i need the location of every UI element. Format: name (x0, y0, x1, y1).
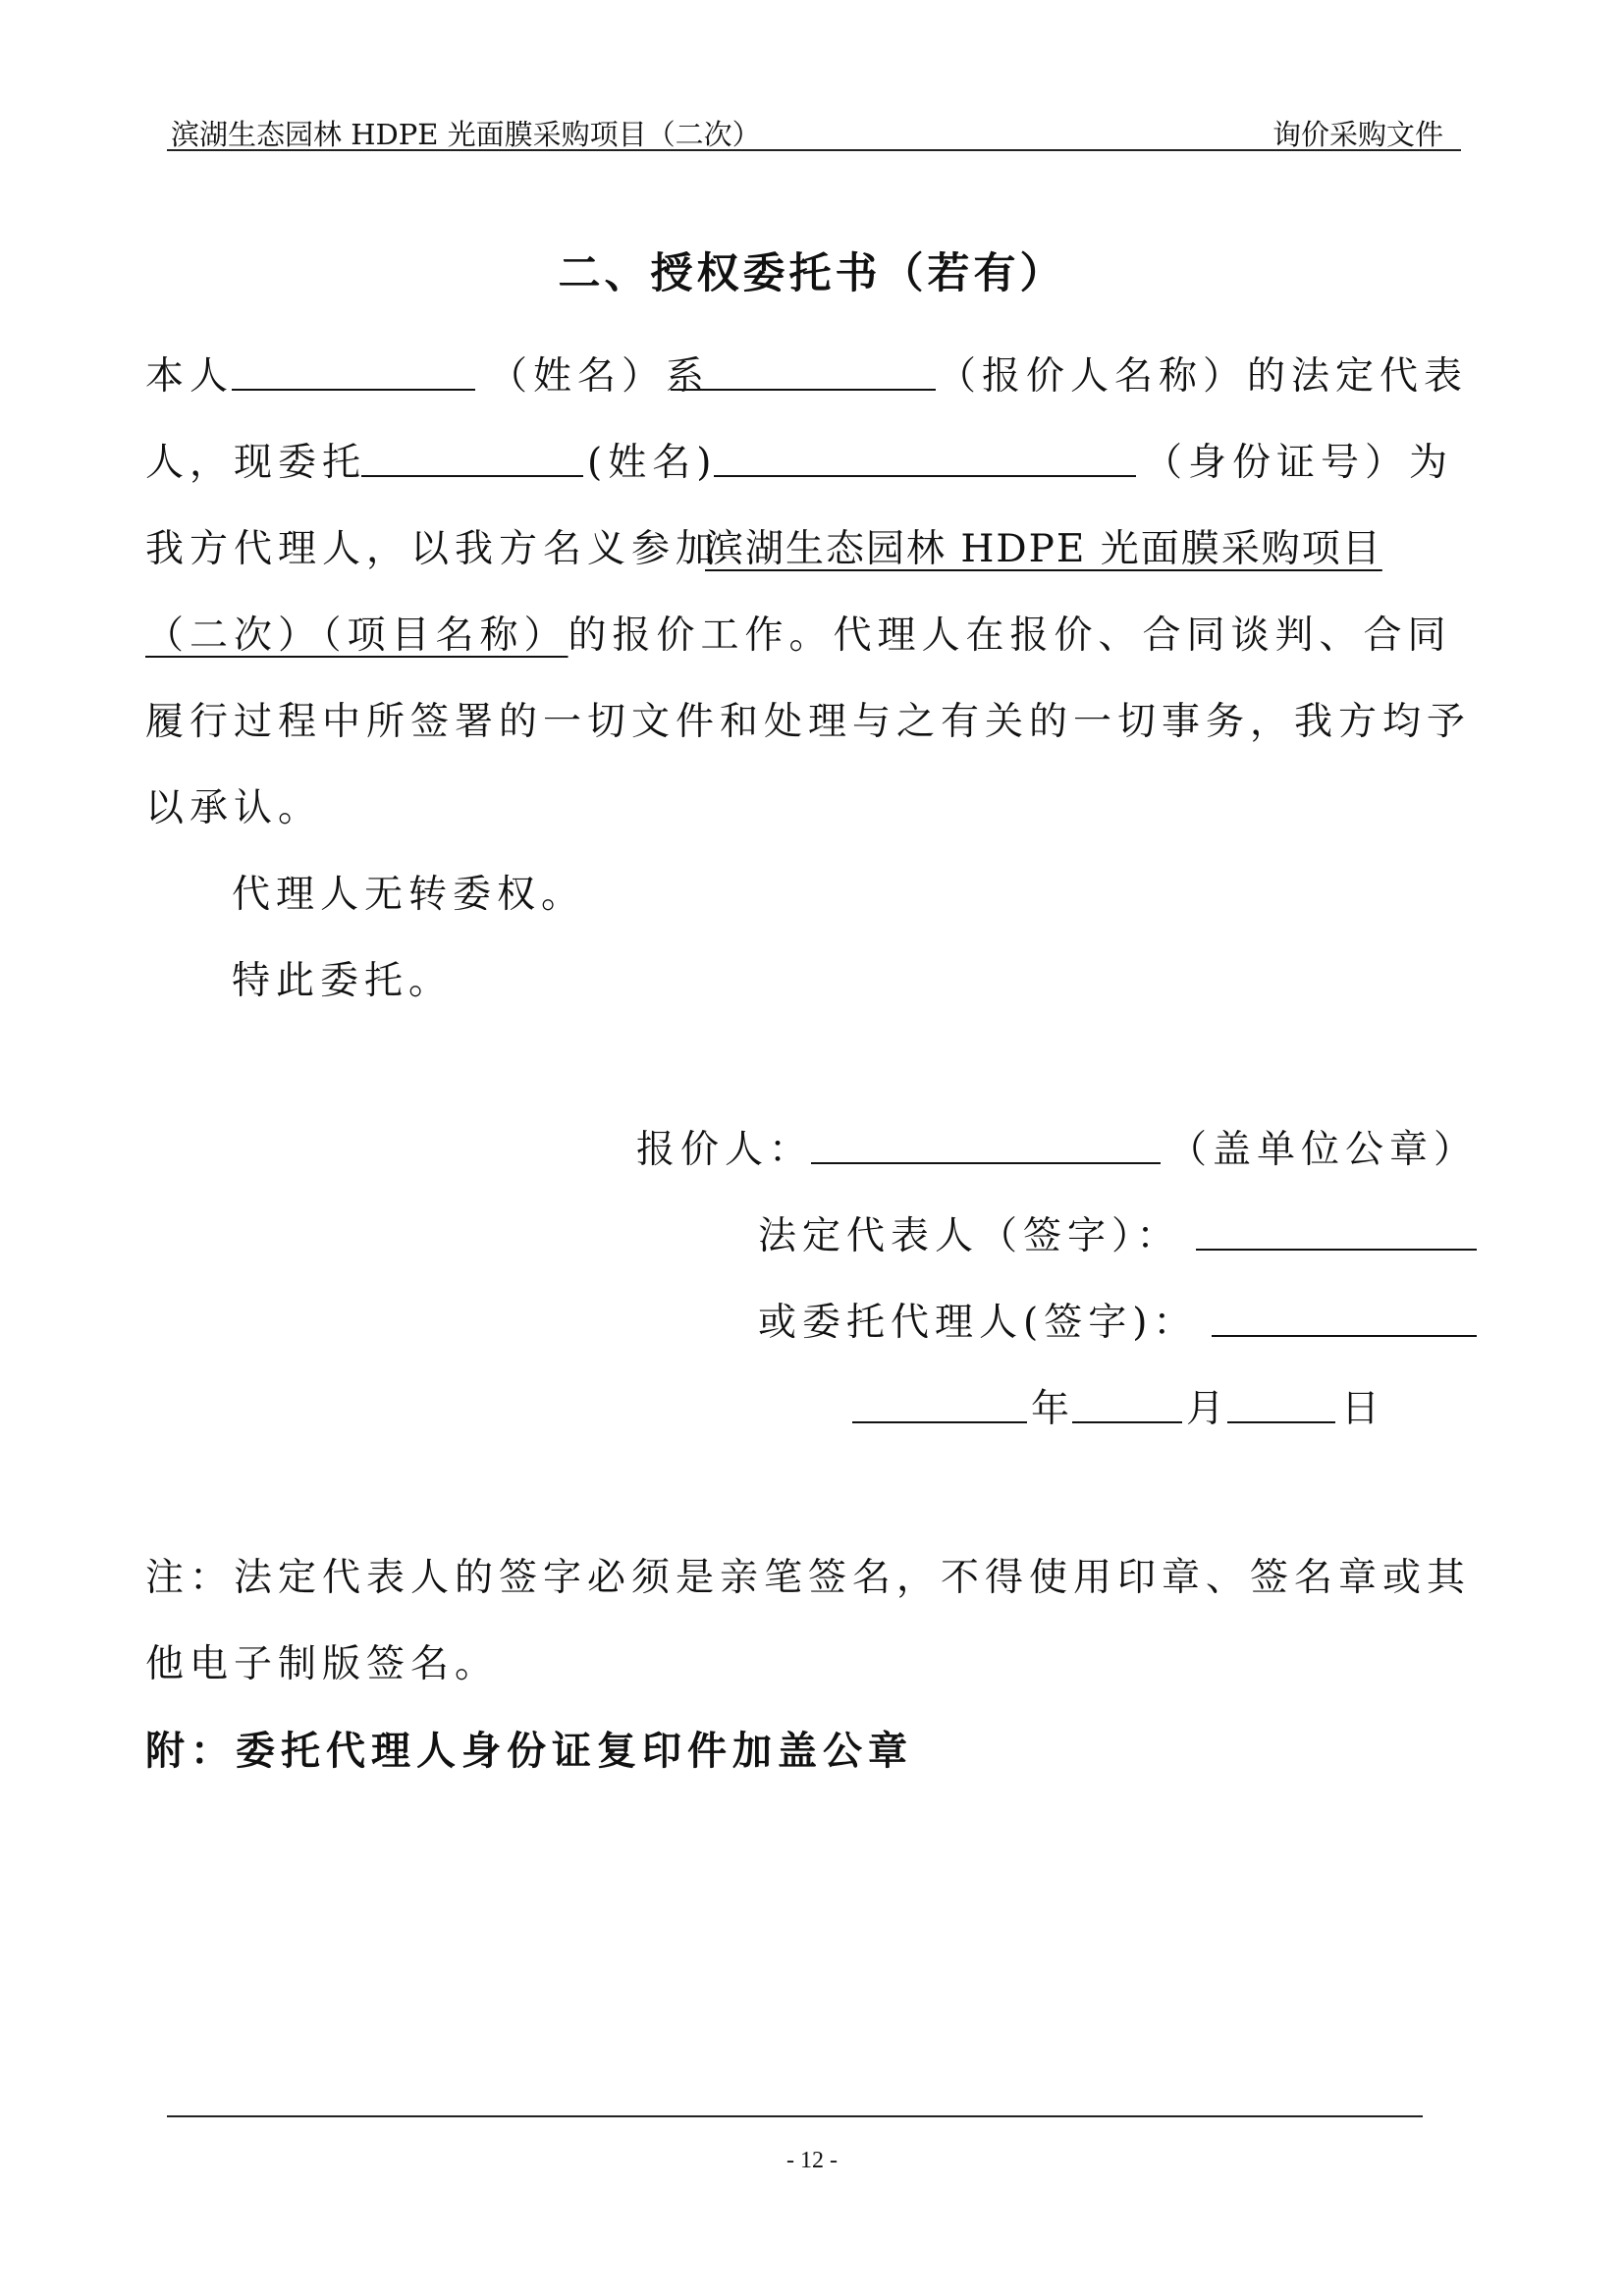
footer-divider (167, 2115, 1423, 2117)
text-line: （报价人名称）的法定代表 (938, 354, 1469, 399)
project-name-filled: （二次）（项目名称） (145, 614, 568, 658)
agent-label: 或委托代理人(签字)： (758, 1301, 1198, 1345)
legal-rep-label: 法定代表人（签字）： (758, 1214, 1181, 1258)
bidder-blank (811, 1162, 1161, 1164)
text-line: 人，现委托 (145, 441, 367, 485)
name-blank (232, 389, 475, 391)
month-blank (1072, 1421, 1182, 1423)
month-label: 月 (1186, 1387, 1231, 1431)
text-line: (姓名) (587, 441, 718, 485)
note-text: 他电子制版签名。 (145, 1642, 500, 1686)
year-label: 年 (1031, 1387, 1076, 1431)
no-sub-delegation-text: 代理人无转委权。 (232, 873, 586, 917)
company-name-blank (671, 389, 936, 391)
attachment-text: 附：委托代理人身份证复印件加盖公章 (145, 1728, 913, 1774)
company-seal-note: （盖单位公章） (1168, 1128, 1479, 1172)
text-line: （身份证号）为 (1144, 441, 1454, 485)
text-line: 履行过程中所签署的一切文件和处理与之有关的一切事务，我方均予 (145, 700, 1472, 744)
agent-name-blank (361, 475, 583, 477)
text-line (145, 605, 1452, 660)
header-project-title: 滨湖生态园林 HDPE 光面膜采购项目（二次） (171, 118, 761, 151)
header-document-type: 询价采购文件 (1272, 118, 1444, 151)
text-line: 我方代理人，以我方名义参加 (145, 527, 721, 571)
year-blank (852, 1421, 1027, 1423)
id-number-blank (714, 475, 1136, 477)
project-name-filled: 滨湖生态园林 HDPE 光面膜采购项目 (705, 527, 1382, 571)
legal-rep-signature-blank (1196, 1249, 1477, 1251)
hereby-entrust-text: 特此委托。 (232, 959, 454, 1003)
page-number: - 12 - (786, 2148, 838, 2173)
text-line: （姓名）系 (489, 354, 711, 399)
bidder-label: 报价人： (636, 1128, 814, 1172)
text-line: 以承认。 (145, 786, 323, 830)
note-text: 注：法定代表人的签字必须是亲笔签名，不得使用印章、签名章或其 (145, 1556, 1472, 1600)
page-title: 二、授权委托书（若有） (558, 249, 1066, 298)
header-divider (167, 149, 1461, 151)
agent-signature-blank (1212, 1335, 1477, 1337)
day-blank (1227, 1421, 1335, 1423)
text-segment: 的报价工作。代理人在报价、合同谈判、合同 (568, 614, 1452, 658)
day-label: 日 (1341, 1387, 1386, 1431)
text-line: 本人 (145, 354, 235, 399)
